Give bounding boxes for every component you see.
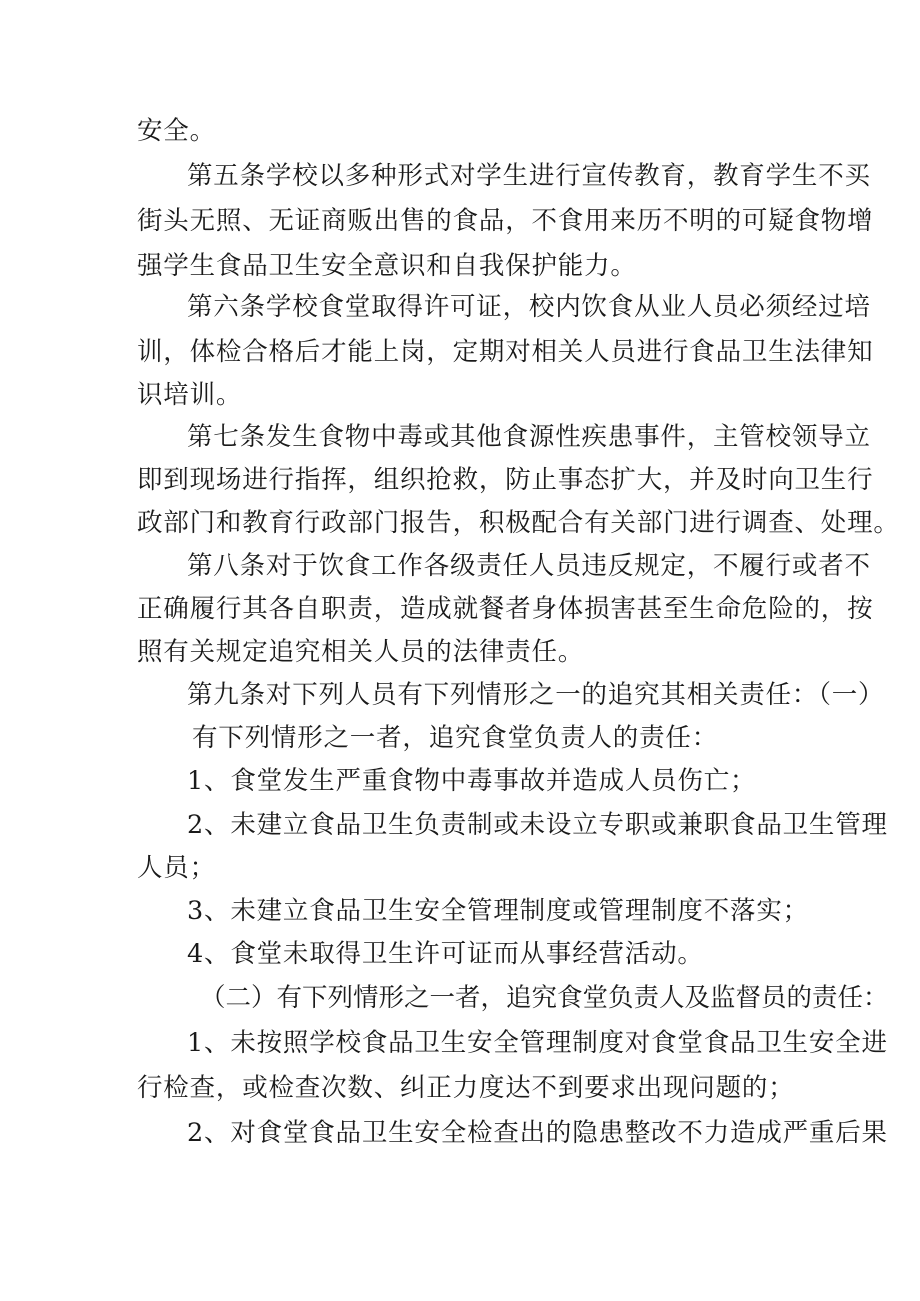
- text-line: （二）有下列情形之一者，追究食堂负责人及监督员的责任：: [200, 983, 889, 1013]
- text-line: 照有关规定追究相关人员的法律责任。: [137, 637, 585, 667]
- text-line: 第九条对下列人员有下列情形之一的追究其相关责任：（一）: [187, 680, 885, 710]
- text-line: 1、食堂发生严重食物中毒事故并造成人员伤亡；: [187, 766, 757, 796]
- text-line: 安全。: [137, 116, 216, 146]
- text-line: 有下列情形之一者，追究食堂负责人的责任：: [192, 723, 719, 753]
- text-line: 2、未建立食品卫生负责制或未设立专职或兼职食品卫生管理: [187, 810, 888, 840]
- text-line: 强学生食品卫生安全意识和自我保护能力。: [137, 251, 637, 281]
- text-line: 第七条发生食物中毒或其他食源性疾患事件，主管校领导立: [187, 422, 871, 452]
- text-line: 识培训。: [137, 380, 243, 410]
- text-line: 街头无照、无证商贩出售的食品，不食用来历不明的可疑食物增: [137, 206, 874, 236]
- text-line: 行检查，或检查次数、纠正力度达不到要求出现问题的；: [137, 1073, 795, 1103]
- text-line: 正确履行其各自职责，造成就餐者身体损害甚至生命危险的，按: [137, 594, 874, 624]
- text-line: 训，体检合格后才能上岗，定期对相关人员进行食品卫生法律知: [137, 337, 874, 367]
- text-line: 4、食堂未取得卫生许可证而从事经营活动。: [187, 939, 704, 969]
- text-line: 第六条学校食堂取得许可证，校内饮食从业人员必须经过培: [187, 292, 871, 322]
- text-line: 1、未按照学校食品卫生安全管理制度对食堂食品卫生安全进: [187, 1028, 888, 1058]
- text-line: 即到现场进行指挥，组织抢救，防止事态扩大，并及时向卫生行: [137, 465, 874, 495]
- text-line: 人员；: [137, 853, 216, 883]
- text-line: 3、未建立食品卫生安全管理制度或管理制度不落实；: [187, 896, 809, 926]
- text-line: 政部门和教育行政部门报告，积极配合有关部门进行调查、处理。: [137, 508, 900, 538]
- text-line: 2、对食堂食品卫生安全检查出的隐患整改不力造成严重后果: [187, 1118, 888, 1148]
- text-line: 第八条对于饮食工作各级责任人员违反规定，不履行或者不: [187, 551, 871, 581]
- text-line: 第五条学校以多种形式对学生进行宣传教育，教育学生不买: [187, 161, 871, 191]
